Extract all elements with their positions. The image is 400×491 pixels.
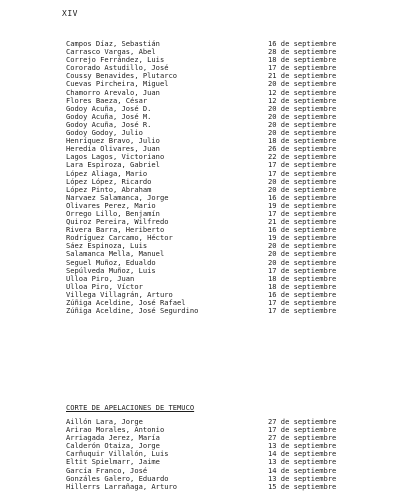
person-name: Sáez Espinoza, Luis <box>66 241 148 251</box>
person-name: Godoy Godoy, Julio <box>66 128 143 138</box>
date-value: 28 de septiembre <box>268 47 337 57</box>
date-value: 20 de septiembre <box>268 249 337 259</box>
date-value: 18 de septiembre <box>268 273 337 283</box>
person-name: Olivares Perez, Mario <box>66 200 156 210</box>
person-name: Godoy Acuña, José M. <box>66 111 152 121</box>
person-name: Chamorro Arevalo, Juan <box>66 87 160 97</box>
date-value: 12 de septiembre <box>268 95 337 105</box>
person-name: Cororado Astudillo, José <box>66 63 169 73</box>
person-name: Ulloa Piro, Juan <box>66 273 135 283</box>
date-value: 18 de septiembre <box>268 136 337 146</box>
person-name: Rodríguez Carcamo, Héctor <box>66 233 173 243</box>
person-name: Flores Baeza, César <box>66 95 148 105</box>
person-name: Zúñiga Aceldine, José Rafael <box>66 298 186 307</box>
person-name: Campos Díaz, Sebastián <box>66 39 160 48</box>
person-name: Aillón Lara, Jorge <box>66 417 143 426</box>
person-name: López Aliaga, Mario <box>66 168 148 178</box>
person-name: Godoy Acuña, José D. <box>66 103 152 113</box>
date-value: 18 de septiembre <box>268 55 337 65</box>
date-value: 20 de septiembre <box>268 128 337 138</box>
person-name: Calderón Otaiza, Jorge <box>66 441 160 451</box>
date-value: 17 de septiembre <box>268 425 337 435</box>
date-value: 13 de septiembre <box>268 441 337 451</box>
date-value: 20 de septiembre <box>268 257 337 267</box>
date-value: 17 de septiembre <box>268 306 337 316</box>
date-value: 12 de septiembre <box>268 87 337 97</box>
date-value: 19 de septiembre <box>268 233 337 243</box>
date-value: 20 de septiembre <box>268 176 337 186</box>
date-value: 16 de septiembre <box>268 225 337 235</box>
list-item <box>66 483 366 491</box>
person-name: Heredia Olivares, Juan <box>66 144 160 154</box>
date-value: 14 de septiembre <box>268 465 337 475</box>
date-value: 20 de septiembre <box>268 119 337 129</box>
person-name: Seguel Muñoz, Edualdo <box>66 257 156 267</box>
date-value: 27 de septiembre <box>268 417 337 426</box>
person-name: Coussy Benavides, Plutarco <box>66 71 178 81</box>
person-name: Henríquez Bravo, Julio <box>66 136 160 146</box>
date-value: 16 de septiembre <box>268 289 337 299</box>
section-title: CORTE DE APELACIONES DE TEMUCO <box>66 403 195 412</box>
date-value: 20 de septiembre <box>268 111 337 121</box>
list-item <box>66 307 366 315</box>
date-value: 19 de septiembre <box>268 200 337 210</box>
page-number: XIV <box>62 9 78 18</box>
person-name: Godoy Acuña, José R. <box>66 119 152 129</box>
date-value: 26 de septiembre <box>268 144 337 154</box>
person-name: Villega Villagrán, Arturo <box>66 289 173 299</box>
date-value: 21 de septiembre <box>268 217 337 227</box>
person-name: Carrasco Vargas, Abel <box>66 47 156 57</box>
date-value: 16 de septiembre <box>268 192 337 202</box>
person-name: Hillerrs Larrañaga, Arturo <box>66 481 178 491</box>
name-list-section-2 <box>66 418 366 491</box>
person-name: Salamanca Mella, Manuel <box>66 249 165 259</box>
date-value: 17 de septiembre <box>268 265 337 275</box>
date-value: 17 de septiembre <box>268 160 337 170</box>
person-name: López Pinto, Abraham <box>66 184 152 194</box>
date-value: 17 de septiembre <box>268 298 337 307</box>
date-value: 14 de septiembre <box>268 449 337 459</box>
person-name: Cuevas Pircheira, Miguel <box>66 79 169 89</box>
date-value: 20 de septiembre <box>268 241 337 251</box>
date-value: 13 de septiembre <box>268 457 337 467</box>
date-value: 27 de septiembre <box>268 433 337 443</box>
person-name: Zúñiga Aceldine, José Segurdino <box>66 306 199 316</box>
date-value: 21 de septiembre <box>268 71 337 81</box>
date-value: 17 de septiembre <box>268 63 337 73</box>
date-value: 18 de septiembre <box>268 281 337 291</box>
person-name: Correjo Ferrández, Luis <box>66 55 165 65</box>
date-value: 17 de septiembre <box>268 168 337 178</box>
person-name: Rivera Barra, Heriberto <box>66 225 165 235</box>
name-list-section-1 <box>66 40 366 315</box>
person-name: Lagos Lagos, Victoriano <box>66 152 165 162</box>
date-value: 16 de septiembre <box>268 39 337 48</box>
date-value: 20 de septiembre <box>268 103 337 113</box>
person-name: Orrego Lillo, Benjamín <box>66 208 160 218</box>
person-name: Ulloa Piro, Víctor <box>66 281 143 291</box>
person-name: Arriagada Jerez, María <box>66 433 160 443</box>
person-name: Gonzáles Galero, Eduardo <box>66 473 169 483</box>
person-name: Lara Espiroza, Gabriel <box>66 160 160 170</box>
person-name: López López, Ricardo <box>66 176 152 186</box>
date-value: 22 de septiembre <box>268 152 337 162</box>
person-name: Eltit Spielmarr, Jaime <box>66 457 160 467</box>
person-name: García Franco, José <box>66 465 148 475</box>
date-value: 20 de septiembre <box>268 79 337 89</box>
person-name: Sepúlveda Muñoz, Luis <box>66 265 156 275</box>
person-name: Carñuquir Villalón, Luis <box>66 449 169 459</box>
date-value: 13 de septiembre <box>268 473 337 483</box>
person-name: Quiroz Pereira, Wilfredo <box>66 217 169 227</box>
date-value: 15 de septiembre <box>268 481 337 491</box>
person-name: Narvaez Salamanca, Jorge <box>66 192 169 202</box>
person-name: Arirao Morales, Antonio <box>66 425 165 435</box>
date-value: 20 de septiembre <box>268 184 337 194</box>
date-value: 17 de septiembre <box>268 208 337 218</box>
